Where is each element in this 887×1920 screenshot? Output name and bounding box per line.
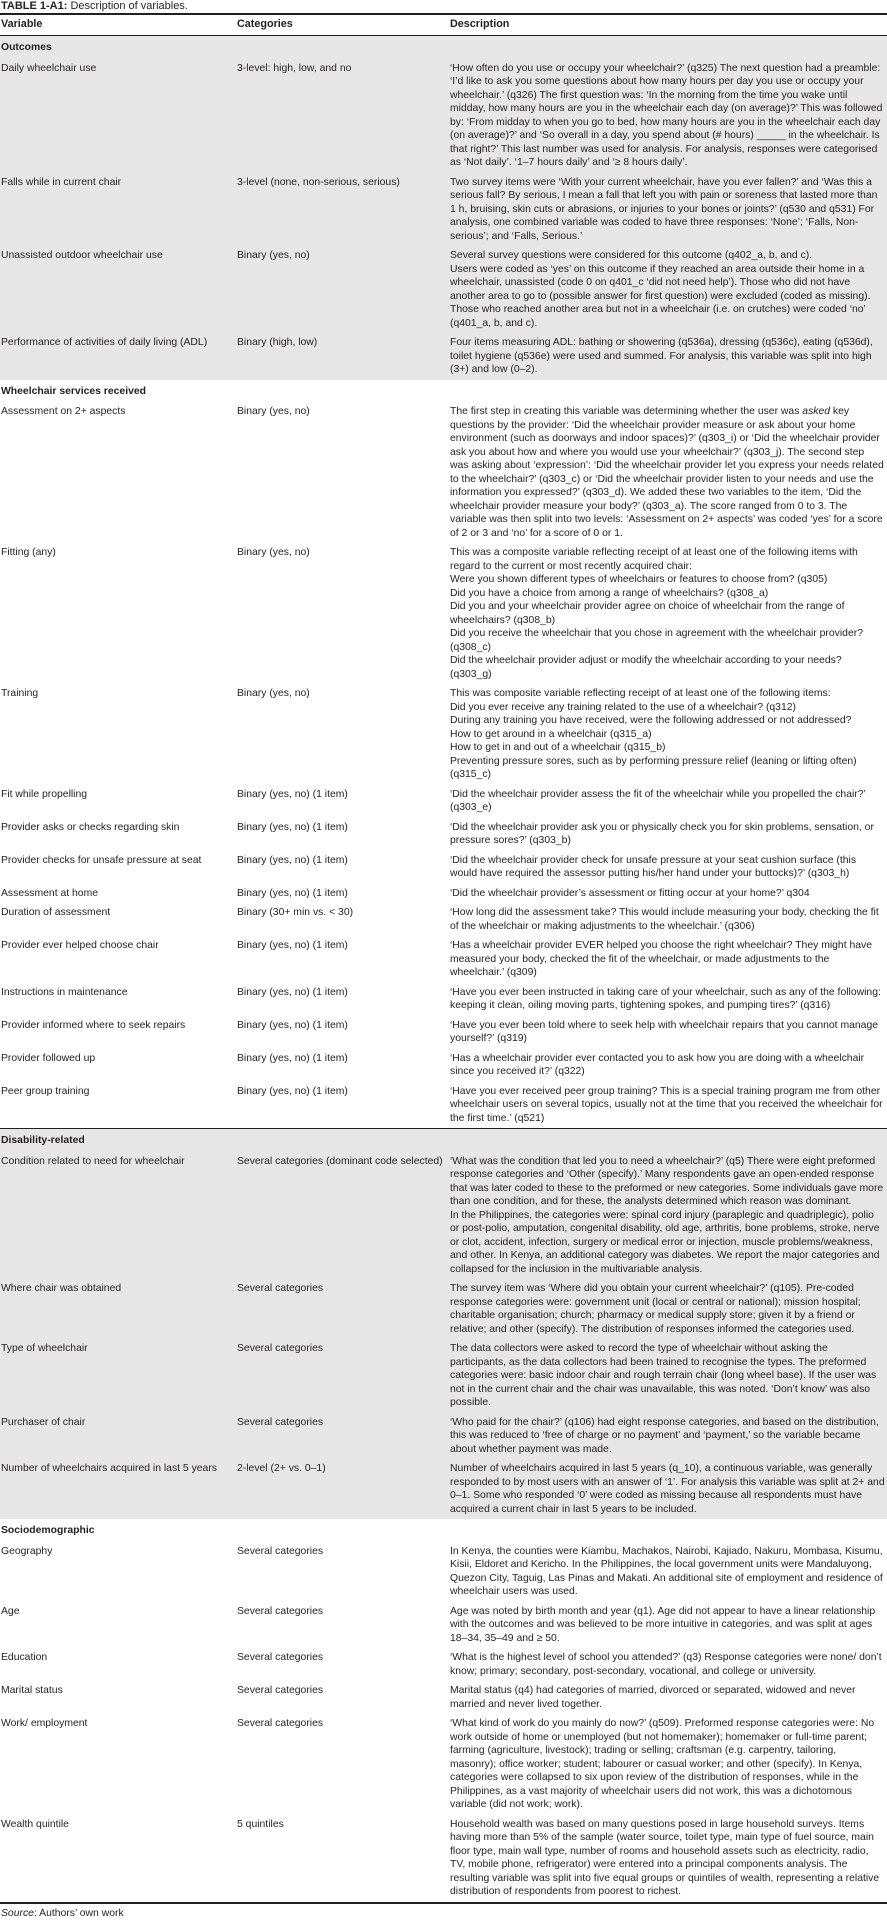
variable-cell: Number of wheelchairs acquired in last 5 years [0, 1459, 236, 1519]
variable-cell: Wealth quintile [0, 1815, 236, 1903]
variable-cell: Provider informed where to seek repairs [0, 1016, 236, 1049]
categories-cell: 2-level (2+ vs. 0–1) [236, 1459, 449, 1519]
section-heading-row [0, 1519, 887, 1542]
description-line: This was a composite variable reflecting receipt of at least one of the following items with regard to the current or most recently acquired chair: [450, 546, 885, 573]
table-row [0, 173, 887, 247]
description-cell [449, 785, 887, 818]
description-cell [449, 1082, 887, 1129]
description-line: ‘What was the condition that led you to need a wheelchair?’ (q5) There were eight preformed response categories and ‘Other (specify).’ Many respondents gave an open-ended response that was later coded to these to the preformed or new categories. Some individuals gave more than one condition, and for these, the analysts determined which reason was dominant. [450, 1155, 885, 1209]
categories-cell: Binary (yes, no) [236, 684, 449, 785]
categories-cell: Several categories [236, 1413, 449, 1460]
description-line: In the Philippines, the categories were: spinal cord injury (paraplegic and quadriplegic), polio or post-polio, amputation, congenital disability, old age, arthritis, bone problems, stroke, nerve or clot, accident, infection, surgery or medical error or injection, muscle problems/weakness, and other. In Kenya, an additional category was diabetes. We report the major categories and collapsed for the inclusion in the multivariable analysis. [450, 1209, 885, 1277]
variables-table [0, 13, 887, 1904]
description-cell [449, 1681, 887, 1714]
description-line: Did you ever receive any training related to the use of a wheelchair? (q312) [450, 701, 885, 715]
table-source-note [0, 1907, 887, 1920]
table-row [0, 1602, 887, 1649]
section-outcomes [0, 36, 887, 380]
variable-cell: Falls while in current chair [0, 173, 236, 247]
description-line: ‘Did the wheelchair provider check for unsafe pressure at your seat cushion surface (this would have required the assessor putting his/her hand under your buttocks)?’ (q303_h) [450, 854, 885, 881]
description-line: Two survey items were ‘With your current wheelchair, have you ever fallen?’ and ‘Was this a serious fall? By serious, I mean a fall that left you with pain or soreness that lasted more than 1 h, bruising, skin cuts or abrasions, or injuries to your bones or joints?’ (q530 and q531) For analysis, one combined variable was coded to have three responses: ‘None’; ‘Falls, Non-serious’; and ‘Falls, Serious.’ [450, 176, 885, 244]
description-cell [449, 1648, 887, 1681]
categories-cell: Binary (yes, no) (1 item) [236, 1016, 449, 1049]
variable-cell: Where chair was obtained [0, 1279, 236, 1339]
description-line: ‘Has a wheelchair provider ever contacted you to ask how you are doing with a wheelchair since you received it?’ (q322) [450, 1052, 885, 1079]
variable-cell: Duration of assessment [0, 903, 236, 936]
categories-cell: Binary (yes, no) [236, 543, 449, 684]
description-line: During any training you have received, were the following addressed or not addressed? [450, 714, 885, 728]
description-line: Age was noted by birth month and year (q1). Age did not appear to have a linear relationship with the outcomes and was believed to be more intuitive in categories, and was split at ages 18–34, 35–49 and ≥ 50. [450, 1605, 885, 1646]
description-line: Household wealth was based on many questions posed in large household surveys. Items having more than 5% of the sample (water source, toilet type, main type of fuel source, main floor type, main wall type, number of rooms and household assets such as electricity, radio, TV, mobile phone, refrigerator) were entered into a principal components analysis. The resulting variable was split into five equal groups or quintiles of wealth, representing a relative distribution of respondents from poorest to richest. [450, 1818, 885, 1899]
description-line: Did the wheelchair provider adjust or modify the wheelchair according to your needs? (q303_g) [450, 654, 885, 681]
description-line: Did you receive the wheelchair that you chose in agreement with the wheelchair provider? (q308_c) [450, 627, 885, 654]
description-cell [449, 1016, 887, 1049]
description-cell [449, 851, 887, 884]
description-cell [449, 1413, 887, 1460]
description-line: ‘Have you ever received peer group training? This is a special training program me from other wheelchair users on several topics, usually not at the time that you received the wheelchair for the first time.’ (q521) [450, 1085, 885, 1126]
description-line: ‘Who paid for the chair?’ (q106) had eight response categories, and based on the distribution, this was reduced to ‘free of charge or no payment’ and ‘payment,’ so the variable became about whether payment was made. [450, 1416, 885, 1457]
emphasis-asked: asked [802, 406, 830, 417]
description-cell [449, 903, 887, 936]
header-description: Description [449, 14, 887, 36]
categories-cell: Binary (yes, no) (1 item) [236, 983, 449, 1016]
description-line: This was composite variable reflecting receipt of at least one of the following items: [450, 687, 885, 701]
table-row [0, 1815, 887, 1903]
description-line: ‘Have you ever been instructed in taking care of your wheelchair, such as any of the following: keeping it clean, oiling moving parts, tightening spokes, and pumping tires?’ (q316) [450, 986, 885, 1013]
section-heading-row [0, 36, 887, 59]
description-cell [449, 936, 887, 983]
section-heading-row [0, 380, 887, 403]
variable-cell: Provider asks or checks regarding skin [0, 818, 236, 851]
table-row [0, 884, 887, 904]
description-line: ‘Did the wheelchair provider assess the fit of the wheelchair while you propelled the chair?’ (q303_e) [450, 788, 885, 815]
description-line: ‘How often do you use or occupy your wheelchair?’ (q325) The next question had a preamble: ‘I’d like to ask you some questions about how many hours per day you use or occupy your wheelchair.’ (q326) The first question was: ‘In the morning from the time you wake until midday, how many hours are you in the wheelchair each day (on average)?’ This was followed by: ‘From midday to when you go to bed, how many hours are you in the wheelchair each day (on average)?’ and ‘So overall in a day, you spend about (# hours) _____ in the wheelchair. Is that right?’ This last number was used for analysis. For analysis, responses were categorised as ‘Not daily’. ‘1–7 hours daily’ and ‘≥ 8 hours daily’. [450, 62, 885, 170]
section-title: Sociodemographic [0, 1519, 887, 1542]
table-row [0, 543, 887, 684]
categories-cell: Binary (yes, no) (1 item) [236, 1049, 449, 1082]
categories-cell: Binary (yes, no) (1 item) [236, 936, 449, 983]
categories-cell: Several categories (dominant code selected) [236, 1152, 449, 1280]
variable-cell: Peer group training [0, 1082, 236, 1129]
description-line: In Kenya, the counties were Kiambu, Machakos, Nairobi, Kajiado, Nakuru, Mombasa, Kisumu, Kisii, Eldoret and Kericho. In the Philippines, the local government units were Mandaluyong, Quezon City, Taguig, Las Pinas and Makati. An additional site of employment and residence of wheelchair users was used. [450, 1545, 885, 1599]
table-row [0, 1339, 887, 1413]
categories-cell: Binary (high, low) [236, 333, 449, 380]
variable-cell: Fitting (any) [0, 543, 236, 684]
description-cell [449, 884, 887, 904]
table-caption-label: TABLE 1-A1: [1, 0, 67, 12]
description-cell [449, 1049, 887, 1082]
description-line: ‘Did the wheelchair provider’s assessment or fitting occur at your home?’ q304 [450, 887, 885, 901]
section-title: Disability-related [0, 1129, 887, 1152]
variable-cell: Geography [0, 1542, 236, 1602]
table-row [0, 818, 887, 851]
table-row [0, 903, 887, 936]
categories-cell: Several categories [236, 1648, 449, 1681]
variable-cell: Provider followed up [0, 1049, 236, 1082]
variable-cell: Provider checks for unsafe pressure at seat [0, 851, 236, 884]
table-caption [0, 0, 887, 13]
categories-cell: Binary (yes, no) (1 item) [236, 785, 449, 818]
table-row [0, 1279, 887, 1339]
description-line: ‘What is the highest level of school you attended?’ (q3) Response categories were none/ don’t know; primary; secondary, post-secondary, vocational, and college or university. [450, 1651, 885, 1678]
section-title: Wheelchair services received [0, 380, 887, 403]
table-row [0, 851, 887, 884]
table-row [0, 684, 887, 785]
table-row [0, 1542, 887, 1602]
description-cell [449, 402, 887, 543]
table-header [0, 14, 887, 36]
description-cell [449, 173, 887, 247]
categories-cell: Binary (yes, no) (1 item) [236, 851, 449, 884]
variable-cell: Age [0, 1602, 236, 1649]
section-heading-row [0, 1129, 887, 1152]
variable-cell: Unassisted outdoor wheelchair use [0, 246, 236, 333]
table-row [0, 1016, 887, 1049]
table-row [0, 402, 887, 543]
description-line: ‘Did the wheelchair provider ask you or physically check you for skin problems, sensation, or pressure sores?’ (q303_b) [450, 821, 885, 848]
description-line: ‘How long did the assessment take? This would include measuring your body, checking the fit of the wheelchair or making adjustments to the wheelchair.’ (q306) [450, 906, 885, 933]
description-cell [449, 1459, 887, 1519]
table-row [0, 983, 887, 1016]
header-categories: Categories [236, 14, 449, 36]
categories-cell: Several categories [236, 1681, 449, 1714]
categories-cell: Binary (yes, no) [236, 402, 449, 543]
table-row [0, 1049, 887, 1082]
header-row [0, 14, 887, 36]
table-row [0, 1648, 887, 1681]
source-text: : Authors’ own work [34, 1908, 124, 1919]
table-row [0, 1413, 887, 1460]
variable-cell: Assessment at home [0, 884, 236, 904]
description-line: How to get in and out of a wheelchair (q315_b) [450, 741, 885, 755]
description-line: Did you and your wheelchair provider agree on choice of wheelchair from the range of wheelchairs? (q308_b) [450, 600, 885, 627]
table-row [0, 246, 887, 333]
description-line: Preventing pressure sores, such as by performing pressure relief (leaning or lifting often) (q315_c) [450, 755, 885, 782]
categories-cell: Binary (yes, no) [236, 246, 449, 333]
description-cell [449, 1339, 887, 1413]
categories-cell: 5 quintiles [236, 1815, 449, 1903]
description-cell [449, 983, 887, 1016]
variable-cell: Daily wheelchair use [0, 59, 236, 173]
description-cell [449, 818, 887, 851]
categories-cell: Several categories [236, 1602, 449, 1649]
table-row [0, 1082, 887, 1129]
variable-cell: Condition related to need for wheelchair [0, 1152, 236, 1280]
description-line: ‘What kind of work do you mainly do now?’ (q509). Preformed response categories were: No work outside of home or unemployed (but not homemaker); homemaker or full-time parent; farming (agriculture, livestock); trading or selling; craftsman (e.g. carpentry, tailoring, masonry); office worker; student; labourer or casual worker; and other (specify). In Kenya, categories were collapsed to six upon review of the distribution of responses, while in the Philippines, as a vast majority of wheelchair users did not work, this was a dichotomous variable (did not work; work). [450, 1717, 885, 1812]
description-line: Four items measuring ADL: bathing or showering (q536a), dressing (q536c), eating (q536d), toilet hygiene (q536e) were used and summed. For analysis, this variable was split into high (3+) and low (0–2). [450, 336, 885, 377]
categories-cell: Several categories [236, 1279, 449, 1339]
table-caption-text: Description of variables. [67, 0, 187, 12]
categories-cell: Several categories [236, 1542, 449, 1602]
variable-cell: Training [0, 684, 236, 785]
source-label: Source [1, 1908, 34, 1919]
variable-cell: Marital status [0, 1681, 236, 1714]
variable-cell: Fit while propelling [0, 785, 236, 818]
section-disability-related [0, 1129, 887, 1520]
description-line: ‘Have you ever been told where to seek help with wheelchair repairs that you cannot manage yourself?’ (q319) [450, 1019, 885, 1046]
variable-cell: Provider ever helped choose chair [0, 936, 236, 983]
variable-cell: Instructions in maintenance [0, 983, 236, 1016]
description-line: Users were coded as ‘yes’ on this outcome if they reached an area outside their home in a wheelchair, unassisted (code 0 on q401_c ‘did not need help’). Those who did not have another area to go to (possible answer for first question) were excluded (coded as missing). Those who reached another area but not in a wheelchair (i.e. on crutches) were coded ‘no’ (q401_a, b, and c). [450, 263, 885, 331]
description-cell [449, 246, 887, 333]
section-wheelchair-services-received [0, 380, 887, 1129]
description-line: How to get around in a wheelchair (q315_a) [450, 728, 885, 742]
description-cell [449, 1714, 887, 1815]
table-row [0, 785, 887, 818]
table-row [0, 59, 887, 173]
description-line: Were you shown different types of wheelchairs or features to choose from? (q305) [450, 573, 885, 587]
description-line: Several survey questions were considered for this outcome (q402_a, b, and c). [450, 249, 885, 263]
description-cell [449, 1542, 887, 1602]
categories-cell: Several categories [236, 1339, 449, 1413]
table-row [0, 936, 887, 983]
table-row [0, 1714, 887, 1815]
description-cell [449, 59, 887, 173]
description-line: The data collectors were asked to record the type of wheelchair without asking the participants, as the data collectors had been trained to recognise the types. The preformed categories were: basic indoor chair and rough terrain chair (long wheel base). If the user was not in the current chair and the chair was unavailable, this was noted. ‘Don’t know’ was also possible. [450, 1342, 885, 1410]
description-line: ‘Has a wheelchair provider EVER helped you choose the right wheelchair? They might have measured your body, checked the fit of the wheelchair, or made adjustments to the wheelchair.’ (q309) [450, 939, 885, 980]
description-cell [449, 1602, 887, 1649]
description-line: Did you have a choice from among a range of wheelchairs? (q308_a) [450, 587, 885, 601]
description-line: The survey item was ‘Where did you obtain your current wheelchair?’ (q105). Pre-coded response categories were: government unit (local or central or national); mission hospital; charitable organisation; church; pharmacy or medical supply store; given it by a friend or relative; and other (specify). The distribution of responses informed the categories used. [450, 1282, 885, 1336]
description-cell [449, 1815, 887, 1903]
categories-cell: Several categories [236, 1714, 449, 1815]
table-row [0, 333, 887, 380]
variable-cell: Performance of activities of daily living (ADL) [0, 333, 236, 380]
categories-cell: 3-level: high, low, and no [236, 59, 449, 173]
description-cell [449, 543, 887, 684]
header-variable: Variable [0, 14, 236, 36]
table-row [0, 1681, 887, 1714]
variable-cell: Type of wheelchair [0, 1339, 236, 1413]
description-cell [449, 333, 887, 380]
variable-cell: Assessment on 2+ aspects [0, 402, 236, 543]
variable-cell: Work/ employment [0, 1714, 236, 1815]
description-line: Number of wheelchairs acquired in last 5 years (q_10), a continuous variable, was generally responded to by most users with an answer of ‘1’. For analysis this variable was split at 2+ and 0–1. Some who responded ‘0’ were coded as missing because all respondents must have acquired a current chair in last 5 years to be included. [450, 1462, 885, 1516]
section-title: Outcomes [0, 36, 887, 59]
categories-cell: Binary (yes, no) (1 item) [236, 1082, 449, 1129]
table-row [0, 1459, 887, 1519]
description-line: Marital status (q4) had categories of married, divorced or separated, widowed and never married and never lived together. [450, 1684, 885, 1711]
categories-cell: Binary (30+ min vs. < 30) [236, 903, 449, 936]
description-cell [449, 1279, 887, 1339]
variable-cell: Purchaser of chair [0, 1413, 236, 1460]
description-line: The first step in creating this variable was determining whether the user was asked key questions by the provider: ‘Did the wheelchair provider measure or ask about your home environment (such as doorways and indoor spaces)?’ (q303_i) or ‘Did the wheelchair provider ask you about how and where you would use your wheelchair?’ (q303_j). The second step was asking about ‘expression’: ‘Did the wheelchair provider let you express your needs related to the wheelchair?’ (q303_c) or ‘Did the wheelchair provider listen to your needs and use the information you expressed?’ (q303_d). We added these two variables to the item, ‘Did the wheelchair provider measure your body?’ (q303_a). The score ranged from 0 to 3. The variable was then split into two levels: ‘Assessment on 2+ aspects’ was coded ‘yes’ for a score of 2 or 3 and ‘no’ for a score of 0 or 1. [450, 405, 885, 540]
categories-cell: Binary (yes, no) (1 item) [236, 818, 449, 851]
variable-cell: Education [0, 1648, 236, 1681]
section-sociodemographic [0, 1519, 887, 1903]
description-cell [449, 1152, 887, 1280]
table-row [0, 1152, 887, 1280]
description-cell [449, 684, 887, 785]
categories-cell: Binary (yes, no) (1 item) [236, 884, 449, 904]
categories-cell: 3-level (none, non-serious, serious) [236, 173, 449, 247]
